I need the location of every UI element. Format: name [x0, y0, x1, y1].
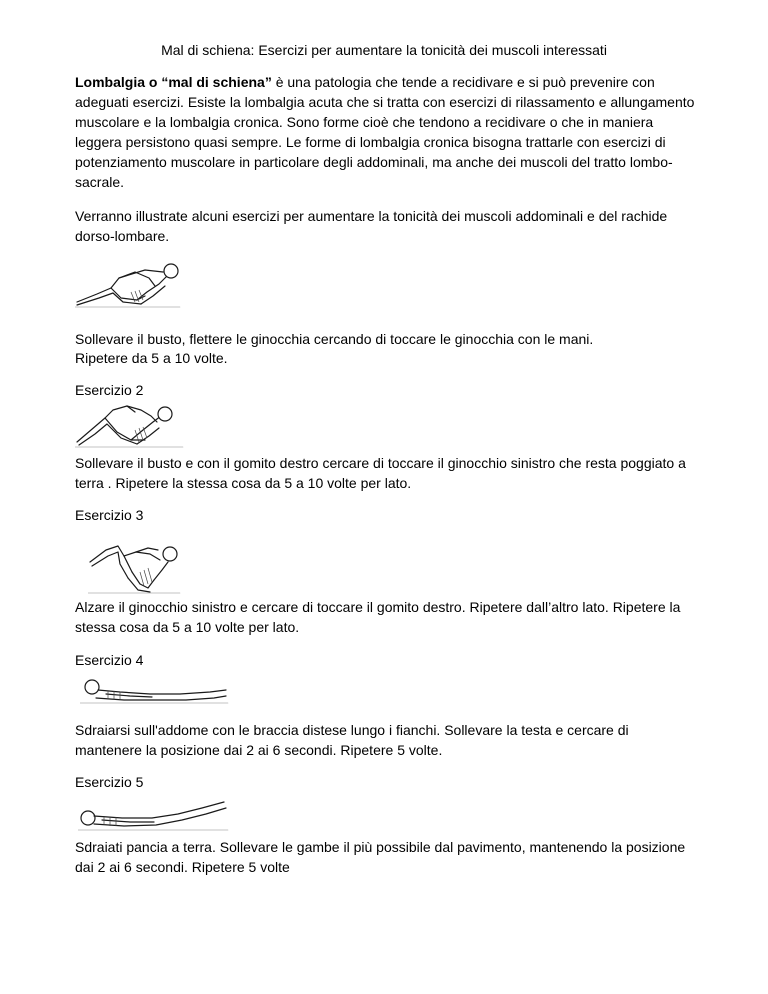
exercise-3-heading: Esercizio 3	[75, 507, 144, 523]
intro-paragraph	[75, 72, 699, 192]
exercise-5-instruction: Sdraiati pancia a terra. Sollevare le gambe il più possibile dal pavimento, mantenendo la posizione dai 2 ai 6 secondi. Ripetere 5 volte	[75, 839, 686, 875]
exercise-1-repeat: Ripetere da 5 a 10 volte.	[75, 350, 228, 366]
lead-paragraph: Verranno illustrate alcuni esercizi per aumentare la tonicità dei muscoli addominali e del rachide dorso-lombare.	[75, 208, 668, 244]
page-title: Mal di schiena: Esercizi per aumentare la tonicità dei muscoli interessati	[161, 42, 607, 58]
exercise-5-heading: Esercizio 5	[75, 774, 144, 790]
crunch-figure	[75, 258, 185, 308]
oblique-crunch-figure	[75, 400, 185, 448]
exercise-4-instruction: Sdraiarsi sull'addome con le braccia distese lungo i fianchi. Sollevare la testa e cercare di mantenere la posizione dai 2 ai 6 secondi. Ripetere 5 volte.	[75, 722, 629, 758]
intro-bold-lead: Lombalgia o “mal di schiena”	[75, 74, 272, 90]
exercise-1-instruction: Sollevare il busto, flettere le ginocchia cercando di toccare le ginocchia con le mani.	[75, 331, 594, 347]
intro-body: è una patologia che tende a recidivare e si può prevenire con adeguati esercizi. Esiste la lombalgia acuta che si tratta con esercizi di rilassamento e allungamento muscolare e la lombalgia cronica. Sono forme cioè che tendono a recidivare o che in maniera leggera persistono quasi sempre. Le forme di lombalgia cronica bisogna trattarle con esercizi di potenziamento muscolare in particolare degli addominali, ma anche dei muscoli del tratto lombo-sacrale.	[75, 74, 695, 190]
exercise-2-instruction: Sollevare il busto e con il gomito destro cercare di toccare il ginocchio sinistro che resta poggiato a terra . Ripetere la stessa cosa da 5 a 10 volte per lato.	[75, 455, 686, 491]
prone-head-lift-figure	[80, 676, 230, 706]
prone-leg-lift-figure	[78, 798, 230, 832]
knee-elbow-figure	[88, 542, 183, 594]
exercise-2-heading: Esercizio 2	[75, 382, 144, 398]
exercise-3-instruction: Alzare il ginocchio sinistro e cercare di toccare il gomito destro. Ripetere dall’altro lato. Ripetere la stessa cosa da 5 a 10 volte per lato.	[75, 599, 681, 635]
exercise-4-heading: Esercizio 4	[75, 652, 144, 668]
